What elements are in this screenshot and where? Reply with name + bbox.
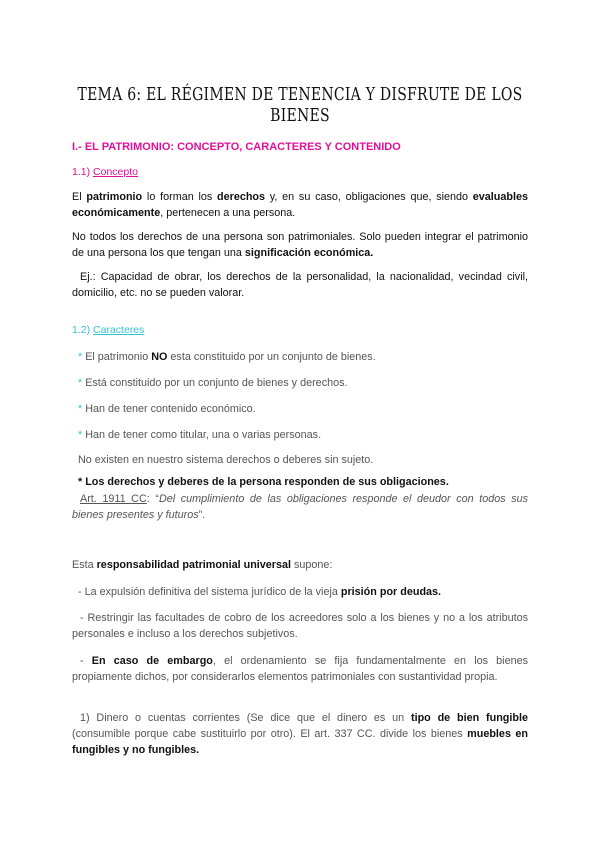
subheading-label: Caracteres — [93, 324, 145, 336]
bullet-icon: * — [78, 429, 86, 441]
caracteres-note: No existen en nuestro sistema derechos o deberes sin sujeto. — [78, 454, 374, 466]
bullet-icon: * — [78, 403, 86, 415]
concepto-paragraph-2: No todos los derechos de una persona son patrimoniales. Solo pueden integrar el patrimonio de una persona los que tengan una significación económica. — [72, 231, 528, 259]
subheading-concepto — [72, 166, 138, 178]
list-item: * Está constituido por un conjunto de bienes y derechos. — [78, 377, 348, 389]
page-title: TEMA 6: EL RÉGIMEN DE TENENCIA Y DISFRUTE DE LOS BIENES — [77, 84, 523, 126]
bullet-icon: * — [78, 476, 86, 488]
responsabilidad-item-1: - La expulsión definitiva del sistema jurídico de la vieja prisión por deudas. — [78, 586, 442, 598]
subheading-number: 1.1) — [72, 166, 94, 178]
concepto-paragraph-3: Ej.: Capacidad de obrar, los derechos de la personalidad, la nacionalidad, vecindad civil, domicilio, etc. no se pueden valorar. — [72, 271, 528, 299]
bullet-icon: * — [78, 377, 86, 389]
section-heading: I.- EL PATRIMONIO: CONCEPTO, CARACTERES Y CONTENIDO — [72, 141, 401, 153]
subheading-caracteres — [72, 324, 144, 336]
subheading-label: Concepto — [93, 166, 138, 178]
article-quote: Del cumplimiento de las obligaciones responde el deudor con todos sus bienes presentes y futuros — [72, 493, 528, 521]
responsabilidad-item-4: 1) Dinero o cuentas corrientes (Se dice que el dinero es un tipo de bien fungible (consumible porque cabe sustituirlo por otro). El art. 337 CC. divide los bienes muebles en fungibles y no fungibles. — [72, 712, 528, 756]
bullet-icon: * — [78, 351, 86, 363]
subheading-number: 1.2) — [72, 324, 94, 336]
list-item: * El patrimonio NO esta constituido por un conjunto de bienes. — [78, 351, 376, 363]
article-reference: Art. 1911 CC — [80, 493, 147, 505]
list-item: * Han de tener contenido económico. — [78, 403, 256, 415]
article-citation: Art. 1911 CC: “Del cumplimiento de las obligaciones responde el deudor con todos sus bienes presentes y futuros”. — [72, 493, 528, 521]
bold-list-item: * Los derechos y deberes de la persona responden de sus obligaciones. — [78, 476, 449, 488]
concepto-paragraph-1: El patrimonio lo forman los derechos y, en su caso, obligaciones que, siendo evaluables económicamente, pertenecen a una persona. — [72, 191, 529, 219]
responsabilidad-intro: Esta responsabilidad patrimonial universal supone: — [72, 559, 333, 571]
list-item: * Han de tener como titular, una o varias personas. — [78, 429, 322, 441]
responsabilidad-item-3: - En caso de embargo, el ordenamiento se fija fundamentalmente en los bienes propiamente dichos, por considerarlos elementos patrimoniales con sustantividad propia. — [72, 655, 528, 683]
responsabilidad-item-2: - Restringir las facultades de cobro de los acreedores solo a los bienes y no a los atributos personales e incluso a los derechos subjetivos. — [72, 612, 528, 640]
